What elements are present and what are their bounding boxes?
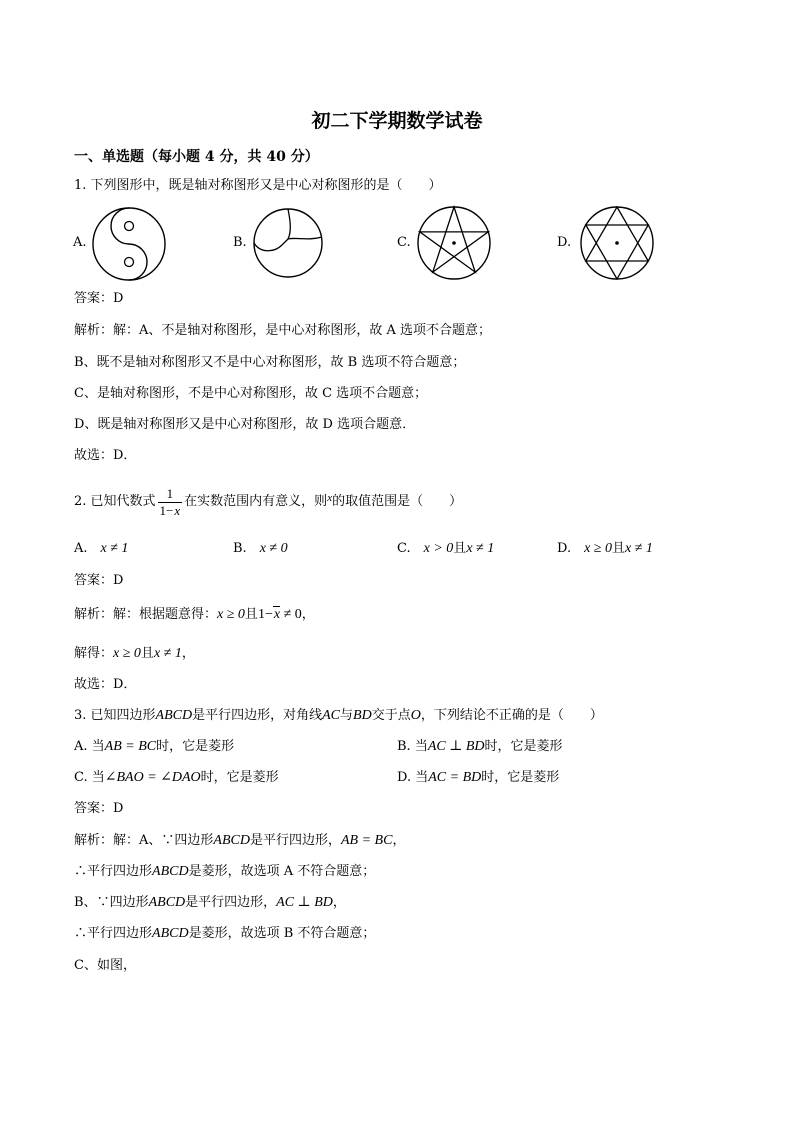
q3-b2-abcd: ABCD (152, 926, 189, 941)
q3-stem-5: ，下列结论不正确的是（ ） (420, 708, 603, 723)
q3-analysis-line-3 (74, 894, 346, 912)
q2-option-a-value: x ≠ 1 (100, 541, 129, 556)
q2-solve-math-1: x ≥ 0 (113, 646, 141, 661)
q3-answer: 答案：D (74, 801, 124, 816)
question-1-stem: 1. 下列图形中，既是轴对称图形又是中心对称图形的是（ ） (74, 178, 442, 193)
q3-option-d (397, 769, 559, 787)
q3-option-b-pre: B. 当 (397, 739, 428, 754)
pentagram-circle-figure (416, 205, 492, 281)
q2-fraction-denominator (158, 502, 183, 519)
q3-a2-abcd: ABCD (152, 864, 189, 879)
q3-stem-4: 交于点 (371, 708, 411, 723)
q2-fraction (158, 486, 183, 519)
because-symbol: ∵ (96, 895, 110, 910)
q2-option-d-and: 且 (612, 541, 626, 556)
q3-option-a-post: 时，它是菱形 (156, 739, 235, 754)
q3-a1-post: 是平行四边形， (249, 833, 341, 848)
q2-stem-mid: 在实数范围内有意义，则 (184, 494, 328, 509)
q3-analysis-line-5: C、如图， (74, 958, 136, 973)
q2-stem-var: x (327, 492, 333, 504)
q2-solve-end: ， (181, 646, 195, 661)
q3-b1-abcd: ABCD (148, 895, 186, 910)
q3-stem-abcd: ABCD (155, 708, 193, 723)
q3-stem-bd: BD (353, 708, 372, 723)
q1-option-a-label: A. (73, 235, 87, 250)
q3-stem-o: O (410, 708, 421, 723)
q3-option-d-post: 时，它是菱形 (481, 770, 560, 785)
q2-option-c-value-1: x > 0 (423, 541, 454, 556)
q1-option-d-label: D. (557, 235, 572, 250)
q2-option-c (397, 540, 494, 558)
q1-analysis-line-2: B、既不是轴对称图形又不是中心对称图形，故 B 选项不符合题意； (74, 355, 466, 370)
q3-b1-mid: 四边形 (109, 895, 149, 910)
q1-analysis-line-3: C、是轴对称图形，不是中心对称图形，故 C 选项不合题意； (74, 386, 428, 401)
q2-fraction-numerator: 1 (166, 485, 174, 501)
q2-option-a (74, 540, 128, 558)
q3-b1-pre: B、 (74, 895, 97, 910)
q2-solve-pre: 解得： (74, 646, 114, 661)
section-heading: 一、单选题（每小题 4 分，共 40 分） (74, 149, 319, 165)
q2-solve-and: 且 (140, 646, 154, 661)
q3-stem-ac: AC (322, 708, 341, 723)
q2-analysis-radicand: x (273, 607, 281, 622)
q3-option-c-pre: C. 当 (74, 770, 105, 785)
q2-analysis-end: ， (301, 607, 315, 622)
q2-option-a-label: A. (74, 541, 88, 556)
because-symbol: ∵ (161, 833, 175, 848)
q3-stem-3: 与 (340, 708, 354, 723)
q3-option-d-math: AC = BD (428, 770, 482, 785)
therefore-symbol: ∴ (74, 926, 88, 941)
spiral-circle-figure (252, 207, 324, 279)
q2-option-b-value: x ≠ 0 (259, 541, 288, 556)
q1-analysis-line-1: 解析：解：A、不是轴对称图形，是中心对称图形，故 A 选项不合题意； (74, 323, 492, 338)
q3-analysis-line-4 (74, 925, 375, 943)
q2-analysis-pre: 解析：解：根据题意得： (74, 607, 218, 622)
q3-option-c-post: 时，它是菱形 (200, 770, 279, 785)
q3-b1-post: 是平行四边形， (185, 895, 277, 910)
q3-stem-1: 3. 已知四边形 (74, 708, 156, 723)
q3-a1-pre: 解析：解：A、 (74, 833, 162, 848)
q2-solve (74, 645, 195, 663)
q3-b1-math: AC ⊥ BD (276, 895, 333, 910)
question-3-stem (74, 707, 603, 725)
q2-option-d-value-2: x ≠ 1 (625, 541, 653, 556)
q3-stem-2: 是平行四边形，对角线 (192, 708, 323, 723)
q3-a1-abcd: ABCD (213, 833, 250, 848)
q2-den-pre: 1− (159, 502, 174, 518)
yin-yang-figure (90, 205, 168, 283)
q3-b2-post: 是菱形，故选项 B 不符合题意； (188, 926, 376, 941)
q2-answer: 答案：D (74, 573, 124, 588)
q1-option-b-label: B. (233, 235, 247, 250)
q2-den-radicand: x (174, 502, 181, 518)
q2-solve-math-2: x ≠ 1 (153, 646, 182, 661)
q3-option-a-pre: A. 当 (74, 739, 105, 754)
q3-a1-mid: 四边形 (174, 833, 214, 848)
q3-b1-end: ， (332, 895, 346, 910)
q2-option-b (233, 540, 288, 558)
q3-option-b (397, 738, 563, 756)
q3-option-c (74, 769, 279, 787)
q3-option-a-math: AB = BC (104, 739, 157, 754)
q3-option-b-math: AC ⊥ BD (427, 739, 485, 754)
q3-option-c-math: ∠BAO = ∠DAO (104, 770, 201, 785)
q3-a2-pre: 平行四边形 (87, 864, 153, 879)
q2-analysis-math-2: 1− (257, 607, 273, 622)
q3-option-b-post: 时，它是菱形 (484, 739, 563, 754)
q2-choice: 故选：D． (74, 677, 137, 692)
q1-choice: 故选：D． (74, 448, 137, 463)
q3-analysis-line-1 (74, 832, 405, 850)
q2-option-d (557, 540, 653, 558)
q3-option-d-pre: D. 当 (397, 770, 429, 785)
q1-answer: 答案：D (74, 291, 124, 306)
q2-option-b-label: B. (233, 541, 247, 556)
q3-b2-pre: 平行四边形 (87, 926, 153, 941)
q2-option-d-value-1: x ≥ 0 (584, 541, 612, 556)
q2-analysis (74, 606, 315, 624)
q1-analysis-line-4: D、既是轴对称图形又是中心对称图形，故 D 选项合题意． (74, 417, 416, 432)
q2-analysis-math-1: x ≥ 0 (217, 607, 245, 622)
q3-a2-post: 是菱形，故选项 A 不符合题意； (188, 864, 376, 879)
q2-analysis-math-3: ≠ 0 (280, 607, 302, 622)
q2-stem-pre: 2. 已知代数式 (74, 494, 156, 509)
q3-a1-math: AB = BC (341, 833, 393, 848)
q3-a1-end: ， (392, 833, 406, 848)
hexagram-circle-figure (579, 205, 655, 281)
q2-option-d-label: D. (557, 541, 572, 556)
q2-analysis-and: 且 (244, 607, 258, 622)
q2-option-c-value-2: x ≠ 1 (466, 541, 495, 556)
q1-option-c-label: C. (397, 235, 411, 250)
q2-stem-post: 的取值范围是（ ） (332, 494, 463, 509)
q3-option-a (74, 738, 234, 756)
question-2-stem (74, 481, 462, 523)
q2-option-c-label: C. (397, 541, 411, 556)
therefore-symbol: ∴ (74, 864, 88, 879)
page-title: 初二下学期数学试卷 (311, 110, 483, 132)
q2-option-c-and: 且 (453, 541, 467, 556)
q3-analysis-line-2 (74, 863, 375, 881)
